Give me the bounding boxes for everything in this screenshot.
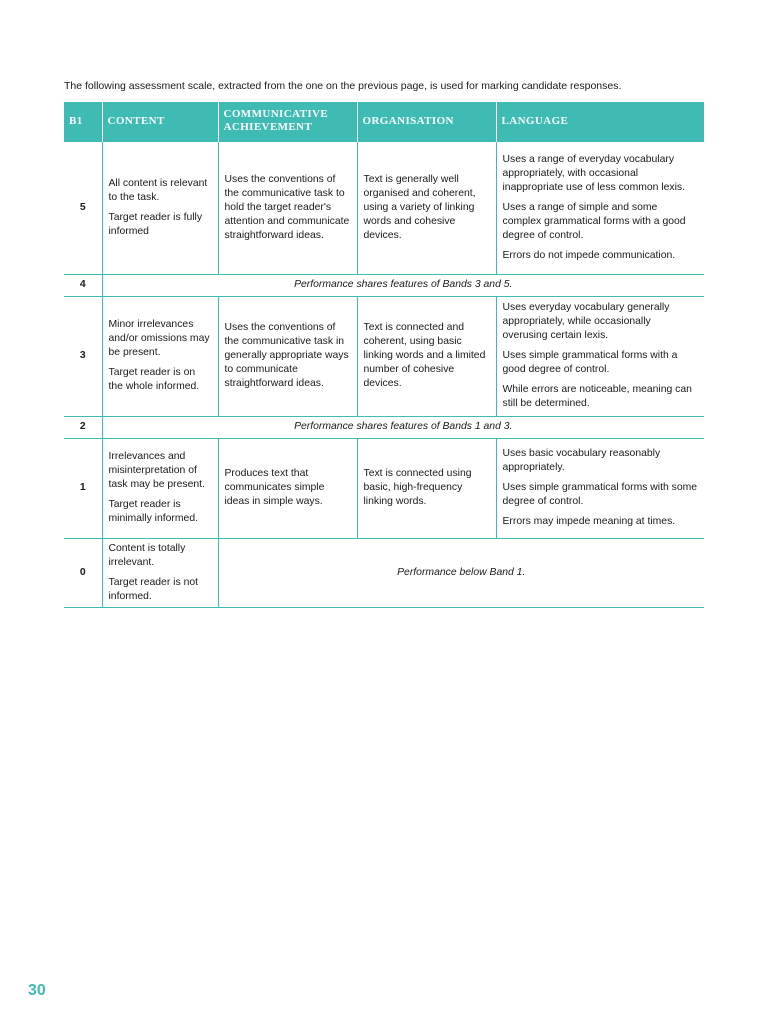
assessment-scale-table	[64, 102, 704, 608]
language-text: Uses everyday vocabulary generally appropriately, while occasionally overusing certain lexis.	[502, 302, 670, 341]
language-text: Uses simple grammatical forms with a good degree of control.	[502, 350, 678, 375]
content-cell	[102, 538, 218, 607]
band-row-5	[64, 141, 704, 274]
content-text: Target reader is minimally informed.	[108, 499, 198, 524]
page-number: 30	[28, 982, 46, 999]
band-number: 3	[64, 296, 102, 416]
communicative-cell: Uses the conventions of the communicative task in generally appropriate ways to communicate straightforward ideas.	[218, 296, 357, 416]
header-language: LANGUAGE	[496, 102, 704, 141]
content-text: Content is totally irrelevant.	[108, 542, 186, 568]
language-text: Errors may impede meaning at times.	[502, 516, 676, 527]
band-number: 1	[64, 438, 102, 538]
language-text: Uses a range of simple and some complex grammatical forms with a good degree of control.	[502, 201, 686, 241]
language-text: Uses a range of everyday vocabulary appropriately, with occasional inappropriate use of less common lexis.	[502, 153, 686, 193]
band-row-1	[64, 438, 704, 538]
band-row-2	[64, 416, 704, 438]
content-text: All content is relevant to the task.	[108, 177, 208, 203]
band-number: 5	[64, 141, 102, 274]
band-number: 0	[64, 538, 102, 607]
content-text: Target reader is not informed.	[108, 576, 199, 602]
language-text: While errors are noticeable, meaning can still be determined.	[502, 384, 692, 409]
language-text: Errors do not impede communication.	[502, 249, 676, 261]
band-row-3	[64, 296, 704, 416]
language-cell	[496, 141, 704, 274]
communicative-cell: Produces text that communicates simple ideas in simple ways.	[218, 438, 357, 538]
content-text: Target reader is fully informed	[108, 211, 203, 237]
band-number: 4	[64, 274, 102, 296]
organisation-cell: Text is connected using basic, high-frequency linking words.	[357, 438, 496, 538]
header-content: CONTENT	[102, 102, 218, 141]
table-header-row	[64, 102, 704, 141]
intro-text: The following assessment scale, extracted from the one on the previous page, is used for marking candidate responses.	[64, 80, 622, 92]
content-text: Target reader is on the whole informed.	[108, 367, 200, 392]
organisation-cell: Text is generally well organised and coherent, using a variety of linking words and cohesive devices.	[357, 141, 496, 274]
communicative-cell: Uses the conventions of the communicative task to hold the target reader's attention and communicate straightforward ideas.	[218, 141, 357, 274]
language-text: Uses basic vocabulary reasonably appropriately.	[502, 448, 661, 473]
content-cell	[102, 438, 218, 538]
content-text: Irrelevances and misinterpretation of task may be present.	[108, 451, 205, 490]
language-text: Uses simple grammatical forms with some degree of control.	[502, 482, 698, 507]
header-band: B1	[64, 102, 102, 141]
organisation-cell: Text is connected and coherent, using basic linking words and a limited number of cohesive devices.	[357, 296, 496, 416]
language-cell	[496, 438, 704, 538]
header-organisation: ORGANISATION	[357, 102, 496, 141]
band-row-0	[64, 538, 704, 607]
performance-below-cell: Performance below Band 1.	[218, 538, 704, 607]
shared-features-cell: Performance shares features of Bands 3 and 5.	[102, 274, 704, 296]
language-cell	[496, 296, 704, 416]
band-number: 2	[64, 416, 102, 438]
content-text: Minor irrelevances and/or omissions may be present.	[108, 319, 210, 358]
content-cell	[102, 141, 218, 274]
band-row-4	[64, 274, 704, 296]
header-communicative-achievement: COMMUNICATIVE ACHIEVEMENT	[218, 102, 357, 141]
shared-features-cell: Performance shares features of Bands 1 and 3.	[102, 416, 704, 438]
content-cell	[102, 296, 218, 416]
